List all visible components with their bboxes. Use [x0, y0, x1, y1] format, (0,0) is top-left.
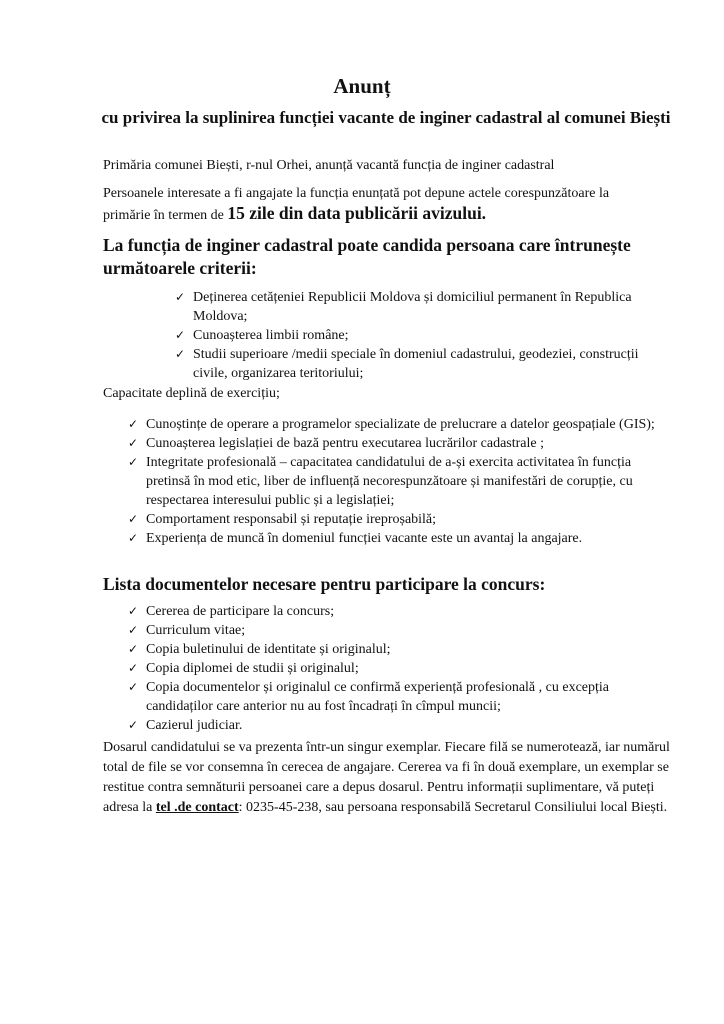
list-item-text: Cazierul judiciar.	[146, 718, 243, 733]
document-title: Anunț	[333, 74, 391, 98]
criteria-list	[175, 288, 675, 383]
closing-text-after: : 0235-45-238, sau persoana responsabilă Secretarul Consiliului local Biești.	[238, 800, 668, 815]
list-item	[128, 621, 673, 640]
submission-line-1: Persoanele interesate a fi angajate la funcția enunțată pot depune actele corespunzătoare la	[103, 186, 610, 201]
list-item-text: Cunoașterea legislației de bază pentru executarea lucrărilor cadastrale ;	[146, 436, 545, 451]
contact-label: tel .de contact	[155, 800, 239, 815]
submission-deadline: 15 zile din data publicării avizului.	[227, 203, 487, 223]
criteria-heading-line-2: următoarele criterii:	[103, 258, 257, 278]
list-item	[128, 453, 673, 510]
list-item-text: Cererea de participare la concurs;	[146, 604, 335, 619]
check-mark-icon: ✓	[128, 455, 139, 469]
check-mark-icon: ✓	[128, 680, 139, 694]
check-mark-icon: ✓	[175, 328, 186, 342]
list-item	[175, 345, 675, 383]
list-item-text: Experiența de muncă în domeniul funcției vacante este un avantaj la angajare.	[146, 531, 583, 546]
check-mark-icon: ✓	[128, 661, 139, 675]
capacity-line: Capacitate deplină de exercițiu;	[103, 386, 280, 401]
list-item	[128, 659, 673, 678]
list-item-text: Cunoștințe de operare a programelor specializate de prelucrare a datelor geospațiale (GIS);	[146, 417, 655, 432]
list-item	[128, 510, 673, 529]
check-mark-icon: ✓	[128, 531, 139, 545]
skills-list	[128, 415, 673, 548]
check-mark-icon: ✓	[128, 718, 139, 732]
documents-heading: Lista documentelor necesare pentru participare la concurs:	[103, 574, 546, 594]
document-subtitle: cu privirea la suplinirea funcției vacante de inginer cadastral al comunei Biești	[101, 108, 671, 127]
check-mark-icon: ✓	[128, 604, 139, 618]
closing-paragraph	[103, 738, 673, 818]
criteria-heading-line-1: La funcția de inginer cadastral poate candida persoana care întrunește	[103, 235, 631, 255]
list-item-text: Comportament responsabil și reputație ireproșabilă;	[146, 512, 437, 527]
check-mark-icon: ✓	[128, 417, 139, 431]
list-item	[128, 678, 673, 716]
check-mark-icon: ✓	[128, 436, 139, 450]
list-item-text: Studii superioare /medii speciale în domeniul cadastrului, geodeziei, construcții civile, organizarea teritoriului;	[193, 347, 639, 381]
list-item	[128, 529, 673, 548]
list-item-text: Deținerea cetățeniei Republicii Moldova și domiciliul permanent în Republica Moldova;	[193, 290, 632, 324]
list-item-text: Cunoașterea limbii române;	[193, 328, 349, 343]
check-mark-icon: ✓	[128, 623, 139, 637]
list-item	[128, 602, 673, 621]
list-item	[175, 326, 675, 345]
list-item	[128, 415, 673, 434]
list-item-text: Copia diplomei de studii și originalul;	[146, 661, 359, 676]
list-item-text: Copia buletinului de identitate și originalul;	[146, 642, 391, 657]
list-item	[128, 640, 673, 659]
list-item-text: Curriculum vitae;	[146, 623, 246, 638]
closing-text-before: Dosarul candidatului se va prezenta într-un singur exemplar. Fiecare filă se numerotează, iar numărul total de file se vor consemna în cerecea de angajare. Cererea va fi în două exemplare, un exemplar se restitue contra semnăturii persoanei care a depus dosarul. Pentru informații suplimentare, vă puteți adresa la	[103, 740, 670, 815]
check-mark-icon: ✓	[175, 290, 186, 304]
list-item	[128, 434, 673, 453]
submission-prefix: primărie în termen de	[103, 208, 228, 223]
intro-paragraph: Primăria comunei Biești, r-nul Orhei, anunță vacantă funcția de inginer cadastral	[103, 158, 555, 173]
check-mark-icon: ✓	[128, 512, 139, 526]
submission-line-2	[103, 203, 486, 226]
check-mark-icon: ✓	[128, 642, 139, 656]
list-item	[175, 288, 675, 326]
list-item-text: Integritate profesională – capacitatea candidatului de a-și exercita activitatea în funcția pretinsă în mod etic, liber de influență necorespunzătoare și manifestări de corupție, cu respectarea interesului public și a legislației;	[146, 455, 633, 508]
documents-list	[128, 602, 673, 735]
list-item	[128, 716, 673, 735]
list-item-text: Copia documentelor și originalul ce confirmă experiență profesională , cu excepția candidaților care anterior nu au fost încadrați în cîmpul muncii;	[146, 680, 609, 714]
check-mark-icon: ✓	[175, 347, 186, 361]
